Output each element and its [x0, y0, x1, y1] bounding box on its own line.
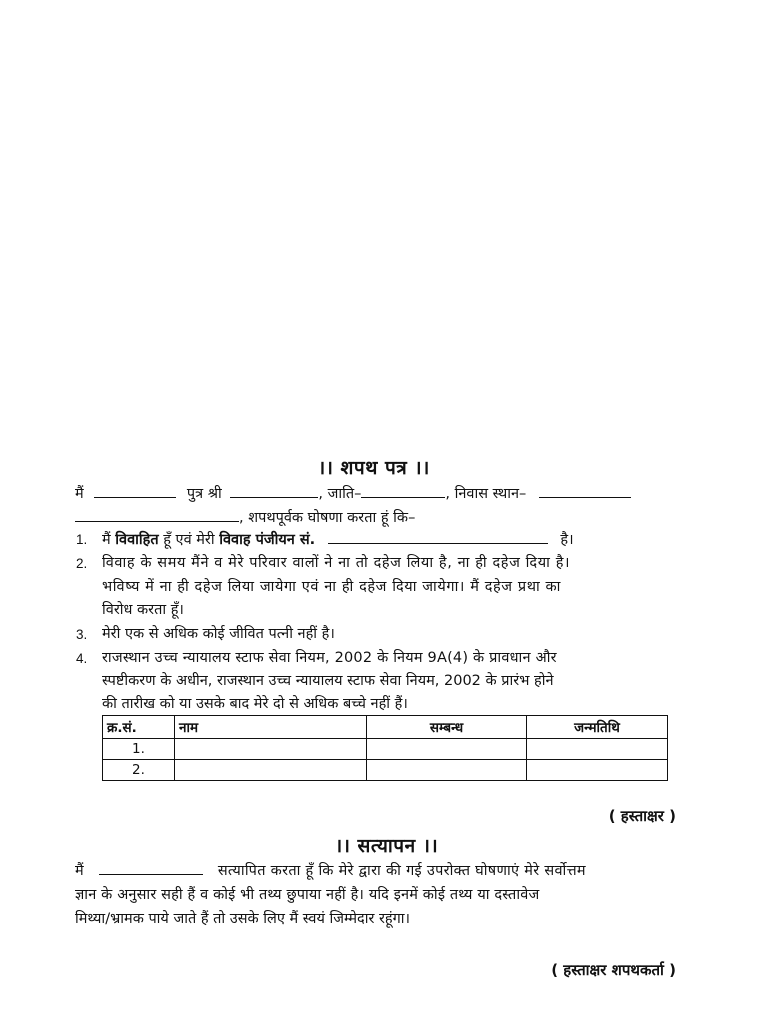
intro-declaration-text: , शपथपूर्वक घोषणा करता हूं कि–: [239, 510, 416, 526]
intro-text-caste: , जाति–: [318, 486, 362, 502]
table-cell-name[interactable]: [175, 739, 367, 760]
table-cell-serial: 2.: [103, 760, 175, 781]
affidavit-title: ।। शपथ पत्र ।।: [318, 457, 430, 479]
verification-line-1: [75, 860, 586, 880]
item-1-mid: हूँ एवं मेरी: [163, 532, 215, 548]
item-4-line: स्पष्टीकरण के अधीन, राजस्थान उच्च न्यायालय स्टाफ सेवा नियम, 2002 के प्रारंभ होने: [102, 673, 554, 689]
item-2-line: भविष्य में ना ही दहेज लिया जायेगा एवं ना ही दहेज दिया जायेगा। मैं दहेज प्रथा का: [102, 579, 562, 595]
intro-line-2: [75, 507, 415, 527]
deponent-signature-label: ( हस्ताक्षर शपथकर्ता ): [551, 961, 676, 979]
marriage-registration-blank-field[interactable]: [328, 532, 548, 544]
verification-line-3: मिथ्या/भ्रामक पाये जाते हैं तो उसके लिए मैं स्वयं जिम्मेदार रहूंगा।: [75, 911, 411, 927]
intro-line-1: [75, 483, 631, 503]
item-3-line: मेरी एक से अधिक कोई जीवित पत्नी नहीं है।: [102, 626, 335, 642]
caste-blank-field[interactable]: [361, 486, 445, 498]
verifier-name-blank-field[interactable]: [99, 863, 203, 875]
item-1-text: [102, 529, 574, 549]
table-header-row: [103, 716, 668, 739]
item-number: 4.: [76, 651, 88, 666]
table-cell-serial: 1.: [103, 739, 175, 760]
intro-text-residence: , निवास स्थान–: [445, 486, 527, 502]
verification-text-main: मैं: [75, 863, 84, 879]
intro-text-main: मैं: [75, 486, 84, 502]
intro-text-son-of: पुत्र श्री: [186, 486, 222, 502]
item-number: 3.: [76, 627, 88, 642]
table-row: [103, 760, 668, 781]
residence-blank-field[interactable]: [539, 486, 631, 498]
item-number: 2.: [76, 556, 88, 571]
item-1-post: है।: [560, 532, 574, 548]
table-header-name: नाम: [175, 716, 367, 739]
item-4-line: की तारीख को या उसके बाद मेरे दो से अधिक बच्चे नहीं हैं।: [102, 696, 408, 712]
table-cell-relation[interactable]: [367, 739, 527, 760]
father-name-blank-field[interactable]: [230, 486, 318, 498]
verification-title: ।। सत्यापन ।।: [335, 835, 439, 857]
table-cell-dob[interactable]: [527, 739, 668, 760]
table-header-serial: क्र.सं.: [103, 716, 175, 739]
verification-line-2: ज्ञान के अनुसार सही हैं व कोई भी तथ्य छुपाया नहीं है। यदि इनमें कोई तथ्य या दस्तावेज: [75, 887, 540, 903]
residence-continued-blank-field[interactable]: [75, 510, 239, 522]
table-row: [103, 739, 668, 760]
signature-label: ( हस्ताक्षर ): [608, 807, 676, 825]
item-2-line: विरोध करता हूँ।: [102, 602, 184, 618]
item-number: 1.: [76, 532, 88, 547]
table-header-relation: सम्बन्ध: [367, 716, 527, 739]
item-2-line: विवाह के समय मैंने व मेरे परिवार वालों ने ना तो दहेज लिया है, ना ही दहेज दिया है।: [102, 555, 571, 571]
item-1-registration-label: विवाह पंजीयन सं.: [219, 532, 316, 548]
table-cell-name[interactable]: [175, 760, 367, 781]
table-cell-relation[interactable]: [367, 760, 527, 781]
table-header-dob: जन्मतिथि: [527, 716, 668, 739]
table-cell-dob[interactable]: [527, 760, 668, 781]
children-table: [102, 715, 668, 781]
item-4-line: राजस्थान उच्च न्यायालय स्टाफ सेवा नियम, 2002 के नियम 9A(4) के प्रावधान और: [102, 650, 557, 666]
item-1-pre: मैं: [102, 532, 111, 548]
item-1-married-label: विवाहित: [115, 532, 159, 548]
name-blank-field[interactable]: [94, 486, 176, 498]
verification-text-rest: सत्यापित करता हूँ कि मेरे द्वारा की गई उपरोक्त घोषणाएं मेरे सर्वोत्तम: [217, 863, 586, 879]
